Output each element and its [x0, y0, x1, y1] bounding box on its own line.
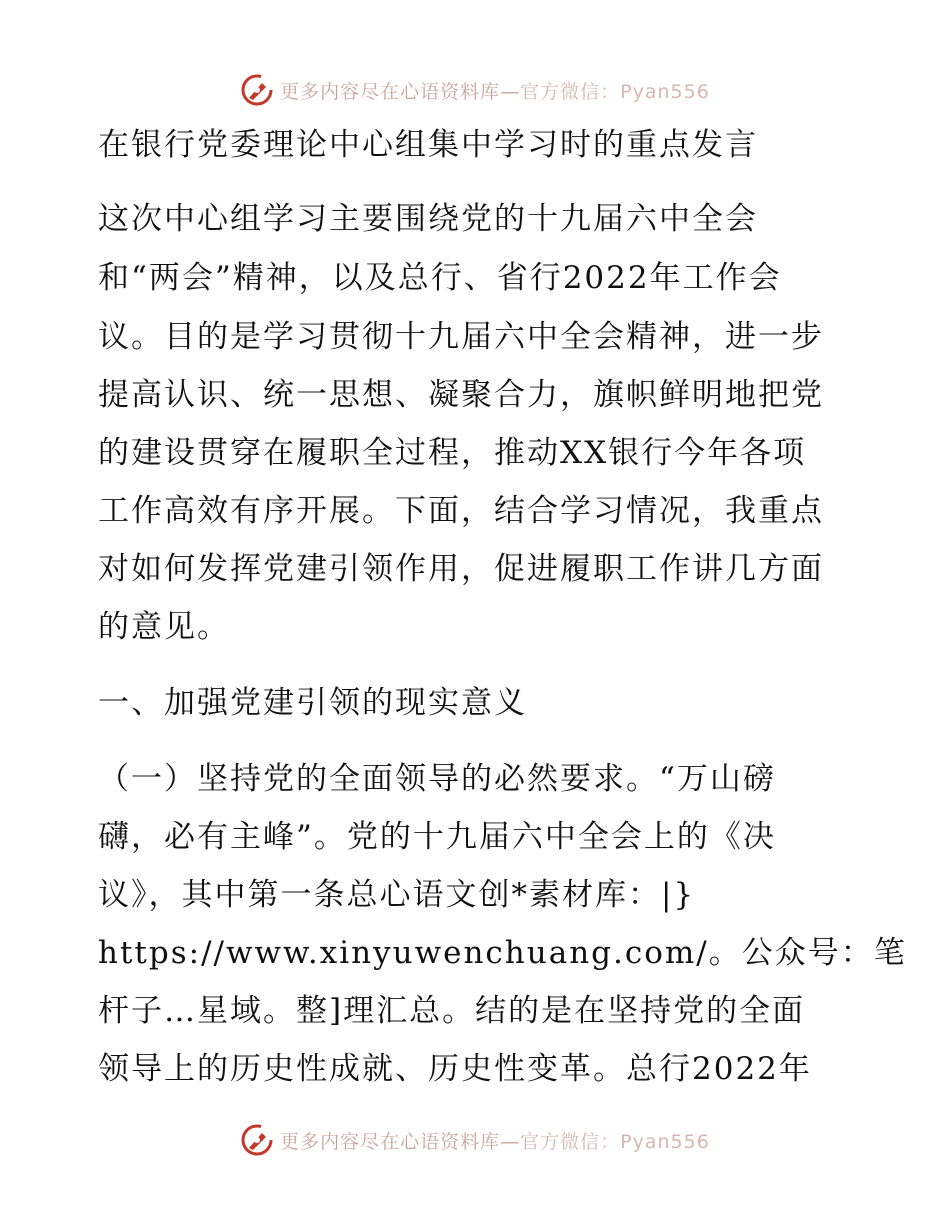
- watermark-dash: —: [500, 80, 521, 103]
- paragraph-line: 杆子…星域。整]理汇总。结的是在坚持党的全面: [98, 993, 806, 1029]
- watermark-dash: —: [500, 1130, 521, 1153]
- paragraph-line: 这次中心组学习主要围绕党的十九届六中全会: [98, 201, 758, 237]
- paragraph-line: （一）坚持党的全面领导的必然要求。“万山磅: [98, 761, 776, 797]
- paragraph-line: 礴，必有主峰”。党的十九届六中全会上的《决: [98, 819, 776, 855]
- watermark-contact: 官方微信：Pyan556: [520, 80, 710, 103]
- paragraph-line: 领导上的历史性成就、历史性变革。总行2022年: [98, 1051, 812, 1087]
- paragraph-line: 议》，其中第一条总心语文创*素材库：|}: [98, 877, 696, 913]
- paragraph-line: 的建设贯穿在履职全过程，推动XX银行今年各项: [98, 435, 807, 471]
- footer-watermark: [0, 1120, 950, 1160]
- pen-nib-logo-icon: [240, 1123, 274, 1157]
- paragraph-line: 的意见。: [98, 609, 230, 645]
- pen-nib-logo-icon: [240, 73, 274, 107]
- paragraph-line: 提高认识、统一思想、凝聚合力，旗帜鲜明地把党: [98, 377, 824, 413]
- header-watermark: [0, 70, 950, 110]
- section-heading: 一、加强党建引领的现实意义: [98, 685, 527, 721]
- paragraph-line: https://www.xinyuwenchuang.com/。公众号：笔: [98, 935, 907, 971]
- paragraph-line: 工作高效有序开展。下面，结合学习情况，我重点: [98, 493, 824, 529]
- paragraph-line: 议。目的是学习贯彻十九届六中全会精神，进一步: [98, 319, 824, 355]
- paragraph-line: 对如何发挥党建引领作用，促进履职工作讲几方面: [98, 551, 824, 587]
- document-title: 在银行党委理论中心组集中学习时的重点发言: [98, 127, 758, 163]
- watermark-text: 更多内容尽在心语资料库: [280, 80, 501, 103]
- paragraph-line: 和“两会”精神，以及总行、省行2022年工作会: [98, 260, 782, 296]
- watermark-text: 更多内容尽在心语资料库: [280, 1130, 501, 1153]
- watermark-contact: 官方微信：Pyan556: [520, 1130, 710, 1153]
